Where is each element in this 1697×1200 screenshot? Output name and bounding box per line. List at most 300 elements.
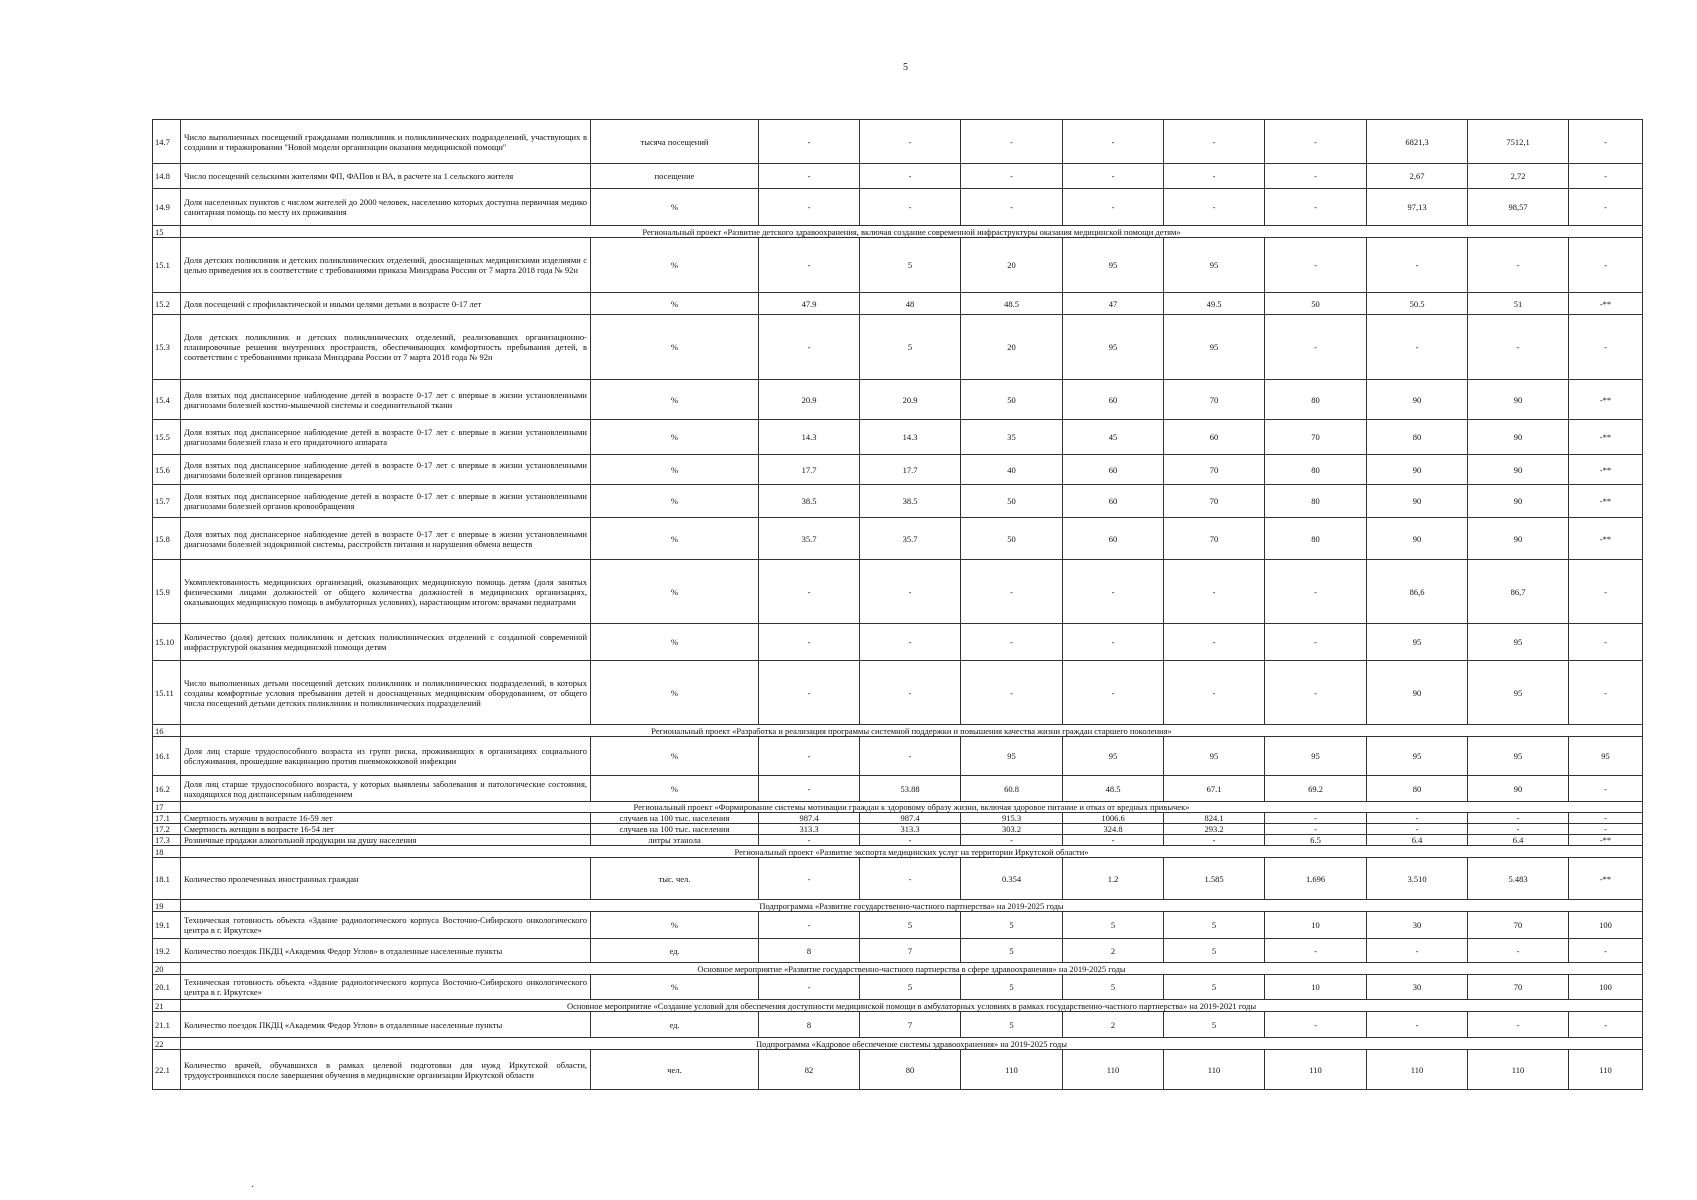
value-cell: -: [961, 835, 1063, 846]
value-cell: -: [1367, 824, 1468, 835]
unit-of-measure: случаев на 100 тыс. населения: [591, 813, 759, 824]
value-cell: -: [759, 975, 860, 1000]
row-number: 22.1: [153, 1050, 181, 1090]
value-cell: 1.585: [1164, 858, 1265, 900]
table-row: [153, 189, 1643, 226]
indicator-name: Доля взятых под диспансерное наблюдение детей в возрасте 0-17 лет с впервые в жизни установленными диагнозами болезней органов кровообращения: [181, 485, 591, 518]
value-cell: 30: [1367, 975, 1468, 1000]
value-cell: 47: [1063, 293, 1164, 315]
indicator-name: Смертность мужчин в возрасте 16-59 лет: [181, 813, 591, 824]
value-cell: -: [1367, 813, 1468, 824]
table-row: [153, 776, 1643, 802]
value-cell: 95: [1265, 737, 1367, 776]
row-number: 15.9: [153, 560, 181, 624]
unit-of-measure: %: [591, 776, 759, 802]
value-cell: -: [1265, 189, 1367, 226]
table-row: [153, 939, 1643, 963]
value-cell: -: [1063, 560, 1164, 624]
value-cell: -: [1569, 939, 1643, 963]
value-cell: 38.5: [860, 485, 961, 518]
row-number: 19.1: [153, 912, 181, 939]
table-row: [153, 164, 1643, 189]
indicator-name: Техническая готовность объекта «Здание радиологического корпуса Восточно-Сибирского онкологического центра в г. Иркутске»: [181, 975, 591, 1000]
value-cell: 5: [961, 912, 1063, 939]
value-cell: 5: [961, 975, 1063, 1000]
value-cell: 10: [1265, 912, 1367, 939]
row-number: 15.11: [153, 661, 181, 725]
value-cell: 987.4: [860, 813, 961, 824]
value-cell: 17.7: [860, 455, 961, 485]
value-cell: 35: [961, 420, 1063, 455]
value-cell: -: [1569, 315, 1643, 380]
value-cell: 14.3: [759, 420, 860, 455]
value-cell: 48.5: [961, 293, 1063, 315]
value-cell: 35.7: [860, 518, 961, 560]
value-cell: -: [759, 189, 860, 226]
table-row: [153, 858, 1643, 900]
value-cell: -: [1265, 824, 1367, 835]
value-cell: 38.5: [759, 485, 860, 518]
value-cell: -: [1265, 939, 1367, 963]
value-cell: -: [1569, 120, 1643, 164]
value-cell: -: [1164, 661, 1265, 725]
value-cell: 324.8: [1063, 824, 1164, 835]
row-number: 15.1: [153, 238, 181, 293]
row-number: 14.9: [153, 189, 181, 226]
indicator-name: Техническая готовность объекта «Здание радиологического корпуса Восточно-Сибирского онкологического центра в г. Иркутске»: [181, 912, 591, 939]
value-cell: -: [1265, 1012, 1367, 1038]
value-cell: -: [860, 560, 961, 624]
value-cell: 20.9: [860, 380, 961, 420]
value-cell: 67.1: [1164, 776, 1265, 802]
value-cell: 20: [961, 315, 1063, 380]
value-cell: 5: [961, 1012, 1063, 1038]
value-cell: -**: [1569, 380, 1643, 420]
section-title: Основное мероприятие «Создание условий для обеспечения доступности медицинской помощи в амбулаторных условиях в рамках государственно-частного партнерства» на 2019-2021 годы: [181, 1000, 1643, 1012]
value-cell: 60: [1063, 518, 1164, 560]
value-cell: 100: [1569, 975, 1643, 1000]
value-cell: 7: [860, 1012, 961, 1038]
value-cell: -: [860, 858, 961, 900]
value-cell: 95: [1367, 737, 1468, 776]
indicator-name: Укомплектованность медицинских организаций, оказывающих медицинскую помощь детям (доля занятых физическими лицами должностей от общего количества должностей в медицинских организациях, оказывающих медицинскую помощь в амбулаторных условиях), нарастающим итогом: врачами педиатрами: [181, 560, 591, 624]
section-row: [153, 725, 1643, 737]
value-cell: 86,7: [1468, 560, 1569, 624]
value-cell: -: [1569, 776, 1643, 802]
row-number: 19: [153, 900, 181, 912]
value-cell: 5.483: [1468, 858, 1569, 900]
value-cell: -**: [1569, 485, 1643, 518]
value-cell: 8: [759, 1012, 860, 1038]
value-cell: 97,13: [1367, 189, 1468, 226]
value-cell: 90: [1468, 518, 1569, 560]
value-cell: -: [1367, 1012, 1468, 1038]
value-cell: -: [759, 912, 860, 939]
value-cell: 80: [1367, 420, 1468, 455]
value-cell: -: [1164, 835, 1265, 846]
section-title: Региональный проект «Формирование системы мотивации граждан к здоровому образу жизни, включая здоровое питание и отказ от вредных привычек»: [181, 802, 1643, 813]
value-cell: 80: [1367, 776, 1468, 802]
value-cell: 95: [1468, 624, 1569, 661]
value-cell: -: [1468, 813, 1569, 824]
value-cell: -: [1367, 238, 1468, 293]
indicator-name: Число выполненных посещений гражданами поликлиник и поликлинических подразделений, участвующих в создании и тиражировании "Новой модели организации оказания медицинской помощи": [181, 120, 591, 164]
value-cell: -: [1265, 624, 1367, 661]
row-number: 17.2: [153, 824, 181, 835]
value-cell: 14.3: [860, 420, 961, 455]
value-cell: 90: [1468, 455, 1569, 485]
value-cell: -: [1063, 189, 1164, 226]
value-cell: 5: [860, 912, 961, 939]
value-cell: 95: [1468, 661, 1569, 725]
value-cell: 5: [860, 238, 961, 293]
row-number: 17: [153, 802, 181, 813]
indicator-name: Доля взятых под диспансерное наблюдение детей в возрасте 0-17 лет с впервые в жизни установленными диагнозами болезней костно-мышечной системы и соединительной ткани: [181, 380, 591, 420]
value-cell: -: [1569, 560, 1643, 624]
section-row: [153, 900, 1643, 912]
indicator-name: Доля взятых под диспансерное наблюдение детей в возрасте 0-17 лет с впервые в жизни установленными диагнозами болезней органов пищеварения: [181, 455, 591, 485]
value-cell: 1006.6: [1063, 813, 1164, 824]
table-row: [153, 560, 1643, 624]
row-number: 14.7: [153, 120, 181, 164]
table-row: [153, 455, 1643, 485]
value-cell: -: [1164, 189, 1265, 226]
value-cell: -: [1265, 560, 1367, 624]
value-cell: 95: [1063, 737, 1164, 776]
indicator-name: Доля взятых под диспансерное наблюдение детей в возрасте 0-17 лет с впервые в жизни установленными диагнозами болезней глаза и его придаточного аппарата: [181, 420, 591, 455]
table-row: [153, 1012, 1643, 1038]
value-cell: 17.7: [759, 455, 860, 485]
value-cell: 49.5: [1164, 293, 1265, 315]
value-cell: 60: [1164, 420, 1265, 455]
row-number: 14.8: [153, 164, 181, 189]
value-cell: -: [860, 661, 961, 725]
value-cell: 987.4: [759, 813, 860, 824]
value-cell: 80: [1265, 380, 1367, 420]
value-cell: 90: [1367, 485, 1468, 518]
section-row: [153, 226, 1643, 238]
unit-of-measure: тысяча посещений: [591, 120, 759, 164]
value-cell: 7512,1: [1468, 120, 1569, 164]
table-row: [153, 824, 1643, 835]
row-number: 15.2: [153, 293, 181, 315]
value-cell: 50: [961, 518, 1063, 560]
value-cell: 90: [1468, 420, 1569, 455]
value-cell: -: [1265, 813, 1367, 824]
value-cell: 95: [961, 737, 1063, 776]
unit-of-measure: %: [591, 238, 759, 293]
unit-of-measure: посещение: [591, 164, 759, 189]
value-cell: 110: [1063, 1050, 1164, 1090]
value-cell: 824.1: [1164, 813, 1265, 824]
value-cell: -: [1164, 120, 1265, 164]
table-row: [153, 120, 1643, 164]
value-cell: 80: [1265, 455, 1367, 485]
value-cell: 110: [1367, 1050, 1468, 1090]
value-cell: -: [1569, 813, 1643, 824]
unit-of-measure: %: [591, 420, 759, 455]
value-cell: 45: [1063, 420, 1164, 455]
table-row: [153, 518, 1643, 560]
indicator-name: Количество пролеченных иностранных граждан: [181, 858, 591, 900]
value-cell: -: [759, 315, 860, 380]
value-cell: 86,6: [1367, 560, 1468, 624]
value-cell: -: [1063, 120, 1164, 164]
value-cell: 3.510: [1367, 858, 1468, 900]
unit-of-measure: случаев на 100 тыс. населения: [591, 824, 759, 835]
unit-of-measure: %: [591, 624, 759, 661]
indicator-name: Доля лиц старше трудоспособного возраста, у которых выявлены заболевания и патологические состояния, находящихся под диспансерным наблюдением: [181, 776, 591, 802]
value-cell: -: [759, 120, 860, 164]
value-cell: 90: [1468, 380, 1569, 420]
value-cell: 95: [1164, 315, 1265, 380]
value-cell: -: [1063, 661, 1164, 725]
row-number: 21.1: [153, 1012, 181, 1038]
unit-of-measure: %: [591, 485, 759, 518]
value-cell: 51: [1468, 293, 1569, 315]
row-number: 20: [153, 963, 181, 975]
row-number: 15.3: [153, 315, 181, 380]
unit-of-measure: %: [591, 912, 759, 939]
value-cell: -: [860, 164, 961, 189]
value-cell: -: [1063, 835, 1164, 846]
value-cell: -: [860, 835, 961, 846]
value-cell: 110: [1569, 1050, 1643, 1090]
unit-of-measure: %: [591, 380, 759, 420]
value-cell: -**: [1569, 518, 1643, 560]
value-cell: -: [759, 835, 860, 846]
value-cell: 80: [860, 1050, 961, 1090]
value-cell: 90: [1468, 776, 1569, 802]
value-cell: 60: [1063, 485, 1164, 518]
value-cell: 90: [1367, 380, 1468, 420]
row-number: 18.1: [153, 858, 181, 900]
value-cell: 70: [1164, 485, 1265, 518]
indicator-name: Доля детских поликлиник и детских поликлинических отделений, дооснащенных медицинскими изделиями с целью приведения их в соответствие с требованиями приказа Минздрава России от 7 марта 2018 года № 92н: [181, 238, 591, 293]
value-cell: -: [1569, 189, 1643, 226]
value-cell: -: [1468, 824, 1569, 835]
table-row: [153, 624, 1643, 661]
table-row: [153, 420, 1643, 455]
indicator-name: Число посещений сельскими жителями ФП, ФАПов и ВА, в расчете на 1 сельского жителя: [181, 164, 591, 189]
value-cell: -: [961, 189, 1063, 226]
unit-of-measure: тыс. чел.: [591, 858, 759, 900]
value-cell: 6.4: [1468, 835, 1569, 846]
value-cell: -: [759, 560, 860, 624]
page-number: 5: [903, 62, 908, 73]
value-cell: -: [1468, 315, 1569, 380]
value-cell: 915.3: [961, 813, 1063, 824]
value-cell: 50: [1265, 293, 1367, 315]
value-cell: -: [860, 189, 961, 226]
unit-of-measure: литры этанола: [591, 835, 759, 846]
indicator-name: Количество (доля) детских поликлиник и детских поликлинических отделений с созданной современной инфраструктурой оказания медицинской помощи детям: [181, 624, 591, 661]
value-cell: -: [1569, 164, 1643, 189]
value-cell: 47.9: [759, 293, 860, 315]
value-cell: -: [961, 560, 1063, 624]
value-cell: 95: [1367, 624, 1468, 661]
row-number: 15.8: [153, 518, 181, 560]
row-number: 20.1: [153, 975, 181, 1000]
indicator-name: Число выполненных детьми посещений детских поликлиник и поликлинических подразделений, в которых созданы комфортные условия пребывания детей и дооснащенных медицинским оборудованием, от общего числа посещений детьми детских поликлиник и поликлинических подразделений: [181, 661, 591, 725]
unit-of-measure: %: [591, 189, 759, 226]
table-row: [153, 835, 1643, 846]
value-cell: -: [1468, 1012, 1569, 1038]
value-cell: -: [759, 737, 860, 776]
value-cell: 69.2: [1265, 776, 1367, 802]
value-cell: 30: [1367, 912, 1468, 939]
value-cell: -: [1265, 120, 1367, 164]
value-cell: 90: [1468, 485, 1569, 518]
row-number: 18: [153, 846, 181, 858]
table-row: [153, 661, 1643, 725]
section-title: Основное мероприятие «Развитие государственно-частного партнерства в сфере здравоохранения» на 2019-2025 годы: [181, 963, 1643, 975]
value-cell: -: [961, 661, 1063, 725]
value-cell: 70: [1164, 380, 1265, 420]
value-cell: -: [1265, 661, 1367, 725]
value-cell: 95: [1063, 315, 1164, 380]
section-title: Подпрограмма «Развитие государственно-частного партнерства» на 2019-2025 годы: [181, 900, 1643, 912]
value-cell: -: [759, 858, 860, 900]
row-number: 17.3: [153, 835, 181, 846]
value-cell: 90: [1367, 455, 1468, 485]
value-cell: -**: [1569, 858, 1643, 900]
value-cell: -: [1367, 315, 1468, 380]
value-cell: 2: [1063, 939, 1164, 963]
unit-of-measure: %: [591, 560, 759, 624]
unit-of-measure: %: [591, 518, 759, 560]
indicator-name: Доля лиц старше трудоспособного возраста из групп риска, проживающих в организациях социального обслуживания, прошедшие вакцинацию против пневмококковой инфекции: [181, 737, 591, 776]
value-cell: -: [1164, 624, 1265, 661]
value-cell: 90: [1367, 661, 1468, 725]
row-number: 19.2: [153, 939, 181, 963]
value-cell: 2: [1063, 1012, 1164, 1038]
value-cell: 2,67: [1367, 164, 1468, 189]
value-cell: 6.4: [1367, 835, 1468, 846]
value-cell: 5: [1164, 912, 1265, 939]
section-title: Региональный проект «Разработка и реализация программы системной поддержки и повышения качества жизни граждан старшего поколения»: [181, 725, 1643, 737]
section-title: Региональный проект «Развитие экспорта медицинских услуг на территории Иркутской области»: [181, 846, 1643, 858]
value-cell: 1.2: [1063, 858, 1164, 900]
unit-of-measure: ед.: [591, 1012, 759, 1038]
value-cell: 50: [961, 485, 1063, 518]
value-cell: 0.354: [961, 858, 1063, 900]
section-title: Региональный проект «Развитие детского здравоохранения, включая создание современной инфраструктуры оказания медицинской помощи детям»: [181, 226, 1643, 238]
value-cell: -: [1569, 661, 1643, 725]
indicators-table: [152, 119, 1643, 1090]
row-number: 22: [153, 1038, 181, 1050]
value-cell: 313.3: [759, 824, 860, 835]
row-number: 16: [153, 725, 181, 737]
value-cell: 110: [1468, 1050, 1569, 1090]
value-cell: -: [1569, 824, 1643, 835]
value-cell: -**: [1569, 293, 1643, 315]
value-cell: -**: [1569, 835, 1643, 846]
value-cell: 95: [1164, 238, 1265, 293]
scan-mark: ·: [251, 1182, 255, 1193]
unit-of-measure: %: [591, 315, 759, 380]
value-cell: 5: [961, 939, 1063, 963]
value-cell: -: [1063, 624, 1164, 661]
value-cell: -: [860, 624, 961, 661]
indicator-name: Количество врачей, обучавшихся в рамках целевой подготовки для нужд Иркутской области, трудоустроившихся после завершения обучения в медицинские организации Иркутской области: [181, 1050, 591, 1090]
value-cell: 5: [860, 315, 961, 380]
value-cell: 8: [759, 939, 860, 963]
value-cell: -: [1569, 238, 1643, 293]
value-cell: 20.9: [759, 380, 860, 420]
value-cell: 60: [1063, 455, 1164, 485]
table-row: [153, 975, 1643, 1000]
row-number: 15.4: [153, 380, 181, 420]
value-cell: -: [860, 120, 961, 164]
value-cell: -: [759, 661, 860, 725]
indicator-name: Доля детских поликлиник и детских поликлинических отделений, реализовавших организационно-планировочные решения внутренних пространств, обеспечивающих комфортность пребывания детей, в соответствии с требованиями приказа Минздрава России от 7 марта 2018 года № 92н: [181, 315, 591, 380]
value-cell: 5: [1164, 1012, 1265, 1038]
value-cell: 90: [1367, 518, 1468, 560]
value-cell: 80: [1265, 518, 1367, 560]
table-row: [153, 1050, 1643, 1090]
value-cell: 50.5: [1367, 293, 1468, 315]
value-cell: 110: [1265, 1050, 1367, 1090]
table-row: [153, 293, 1643, 315]
value-cell: -: [1265, 164, 1367, 189]
row-number: 15.5: [153, 420, 181, 455]
unit-of-measure: %: [591, 293, 759, 315]
row-number: 15.7: [153, 485, 181, 518]
value-cell: -: [860, 737, 961, 776]
unit-of-measure: чел.: [591, 1050, 759, 1090]
value-cell: 80: [1265, 485, 1367, 518]
value-cell: -: [1164, 560, 1265, 624]
value-cell: -: [1569, 1012, 1643, 1038]
indicator-name: Количество поездок ПКДЦ «Академик Федор Углов» в отдаленные населенные пункты: [181, 939, 591, 963]
value-cell: 1.696: [1265, 858, 1367, 900]
section-row: [153, 802, 1643, 813]
indicator-name: Смертность женщин в возрасте 16-54 лет: [181, 824, 591, 835]
value-cell: 70: [1265, 420, 1367, 455]
value-cell: 5: [1063, 912, 1164, 939]
value-cell: 70: [1468, 975, 1569, 1000]
value-cell: 95: [1164, 737, 1265, 776]
value-cell: -: [1164, 164, 1265, 189]
value-cell: 50: [961, 380, 1063, 420]
unit-of-measure: %: [591, 975, 759, 1000]
table-row: [153, 912, 1643, 939]
row-number: 16.1: [153, 737, 181, 776]
value-cell: -: [759, 776, 860, 802]
value-cell: 7: [860, 939, 961, 963]
value-cell: 60: [1063, 380, 1164, 420]
unit-of-measure: %: [591, 737, 759, 776]
value-cell: -**: [1569, 455, 1643, 485]
value-cell: -: [1063, 164, 1164, 189]
value-cell: -: [1367, 939, 1468, 963]
value-cell: 70: [1164, 455, 1265, 485]
value-cell: -: [961, 624, 1063, 661]
value-cell: -: [961, 164, 1063, 189]
section-row: [153, 1038, 1643, 1050]
value-cell: -: [759, 238, 860, 293]
value-cell: 100: [1569, 912, 1643, 939]
value-cell: 2,72: [1468, 164, 1569, 189]
value-cell: 110: [961, 1050, 1063, 1090]
value-cell: -: [759, 164, 860, 189]
value-cell: 82: [759, 1050, 860, 1090]
value-cell: 48: [860, 293, 961, 315]
table-row: [153, 238, 1643, 293]
table-row: [153, 380, 1643, 420]
row-number: 17.1: [153, 813, 181, 824]
